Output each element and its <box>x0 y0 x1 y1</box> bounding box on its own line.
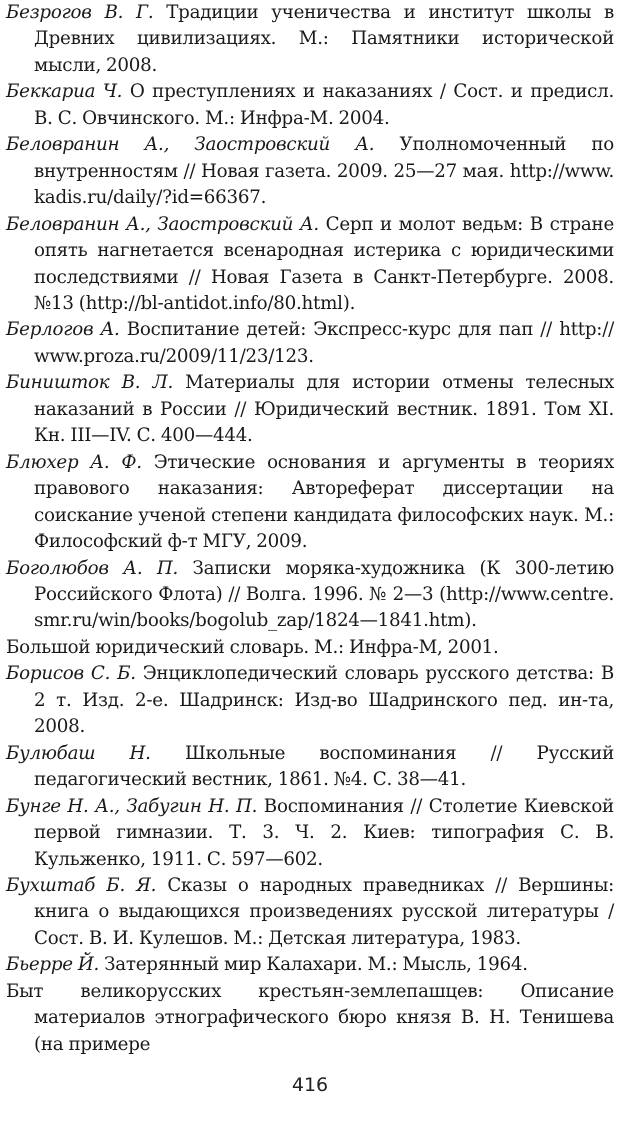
bib-entry-12 <box>6 794 614 873</box>
entry-text: Воспоминания /​/ Столетие Киевской первой гимназии. Т. 3. Ч. 2. Киев: типография С. В. Кульженко, 1911. С. 597—​602. <box>34 795 614 870</box>
entry-author: Бунге Н. А.​, Забугин Н. П. <box>6 795 258 817</box>
entry-author: Боголюбов А. П. <box>6 557 179 579</box>
bib-entry-5 <box>6 317 614 370</box>
entry-text: Воспитание детей: Экспресс-​курс для пап /​/ http:/​/​www.​proza.​ru/​2009/​11/​23/​123. <box>34 319 614 367</box>
entry-author: Берлогов А. <box>6 319 120 341</box>
entry-text: Записки моряка-​художника (К 300-​летию Российского Флота) /​/ Волга. 1996. № 2—​3 (http:/​/​www.​centre.​smr.​ru/​win/​books/​bogolub_zap/​1824—​1841.​htm). <box>34 557 614 632</box>
entry-text: Сказы о народных праведниках /​/ Вершины: книга о выдающихся произведениях русской литературы / Сост. В. И. Кулешов. М.​: Детская литература, 1983. <box>34 874 615 949</box>
entry-author: Беккариа Ч. <box>6 81 123 103</box>
bib-entry-3 <box>6 132 614 211</box>
entry-author: Блюхер А. Ф. <box>6 451 142 473</box>
bib-entry-6 <box>6 370 614 449</box>
bibliography <box>6 0 614 1058</box>
bib-entry-8 <box>6 556 614 635</box>
entry-author: Беловранин А.​, Заостровский А. <box>6 213 319 235</box>
entry-author: Биништок В. Л. <box>6 372 174 394</box>
entry-text: Затерянный мир Калахари. М.​: Мысль, 1964. <box>99 954 528 976</box>
bib-entry-9 <box>6 635 614 661</box>
entry-author: Булюбаш Н. <box>6 742 151 764</box>
bib-entry-15 <box>6 979 614 1058</box>
bib-entry-7 <box>6 450 614 556</box>
entry-text: О преступлениях и наказаниях / Сост. и предисл. В. С. Овчинского. М.​: Инфра-​М. 2004. <box>34 81 614 129</box>
entry-text: Традиции ученичества и институт школы в Древних цивилизациях. М.​: Памятники исторической мысли, 2008. <box>34 2 614 76</box>
entry-text: Уполномоченный по внутренностям /​/ Новая газета. 2009. 25—​27 мая. http:/​/​www.​kadis.​ru/​daily/​?id=​66367. <box>34 134 614 209</box>
entry-author: Бухштаб Б. Я. <box>6 874 157 896</box>
bib-entry-1 <box>6 0 614 79</box>
entry-author: Безрогов В. Г. <box>6 2 154 23</box>
entry-author: Бьерре Й. <box>6 954 100 976</box>
entry-author: Борисов С. Б. <box>6 663 136 685</box>
entry-text: Серп и молот ведьм: В стране опять нагнетается всенародная истерика с юридическими последствиями /​/ Новая Газета в Санкт-​Петербурге. 2008. №13 (http:/​/​bl-​antidot.​info/​80.​html). <box>34 213 615 314</box>
bib-entry-4 <box>6 212 614 318</box>
bib-entry-14 <box>6 952 614 978</box>
entry-text: Школьные воспоминания /​/ Русский педагогический вестник, 1861. №4. С. 38—​41. <box>34 742 615 791</box>
entry-text: Быт великорусских крестьян-​землепашцев: Описание материалов этнографического бюро князя В. Н. Тенишева (на примере <box>6 980 614 1055</box>
bib-entry-10 <box>6 661 614 740</box>
entry-text: Большой юридический словарь. М.​: Инфра-​М, 2001. <box>6 636 499 658</box>
bib-entry-11 <box>6 741 614 794</box>
page-number: 416 <box>291 1074 329 1096</box>
entry-text: Этические основания и аргументы в теориях правового наказания: Автореферат диссертации на соискание ученой степени кандидата философских наук. М.​: Философский ф-​т МГУ, 2009. <box>34 451 614 553</box>
bib-entry-2 <box>6 79 614 132</box>
entry-text: Энциклопедический словарь русского детства: В 2 т. Изд. 2-​е. Шадринск: Изд-​во Шадринского пед. ин-​та, 2008. <box>34 663 614 738</box>
bib-entry-13 <box>6 873 614 952</box>
page <box>6 0 614 1058</box>
entry-author: Беловранин А.​, Заостровский А. <box>6 134 375 156</box>
entry-text: Материалы для истории отмены телесных наказаний в России /​/ Юридический вестник. 1891. Том XI. Кн. III—​IV. С. 400—​444. <box>34 372 615 447</box>
